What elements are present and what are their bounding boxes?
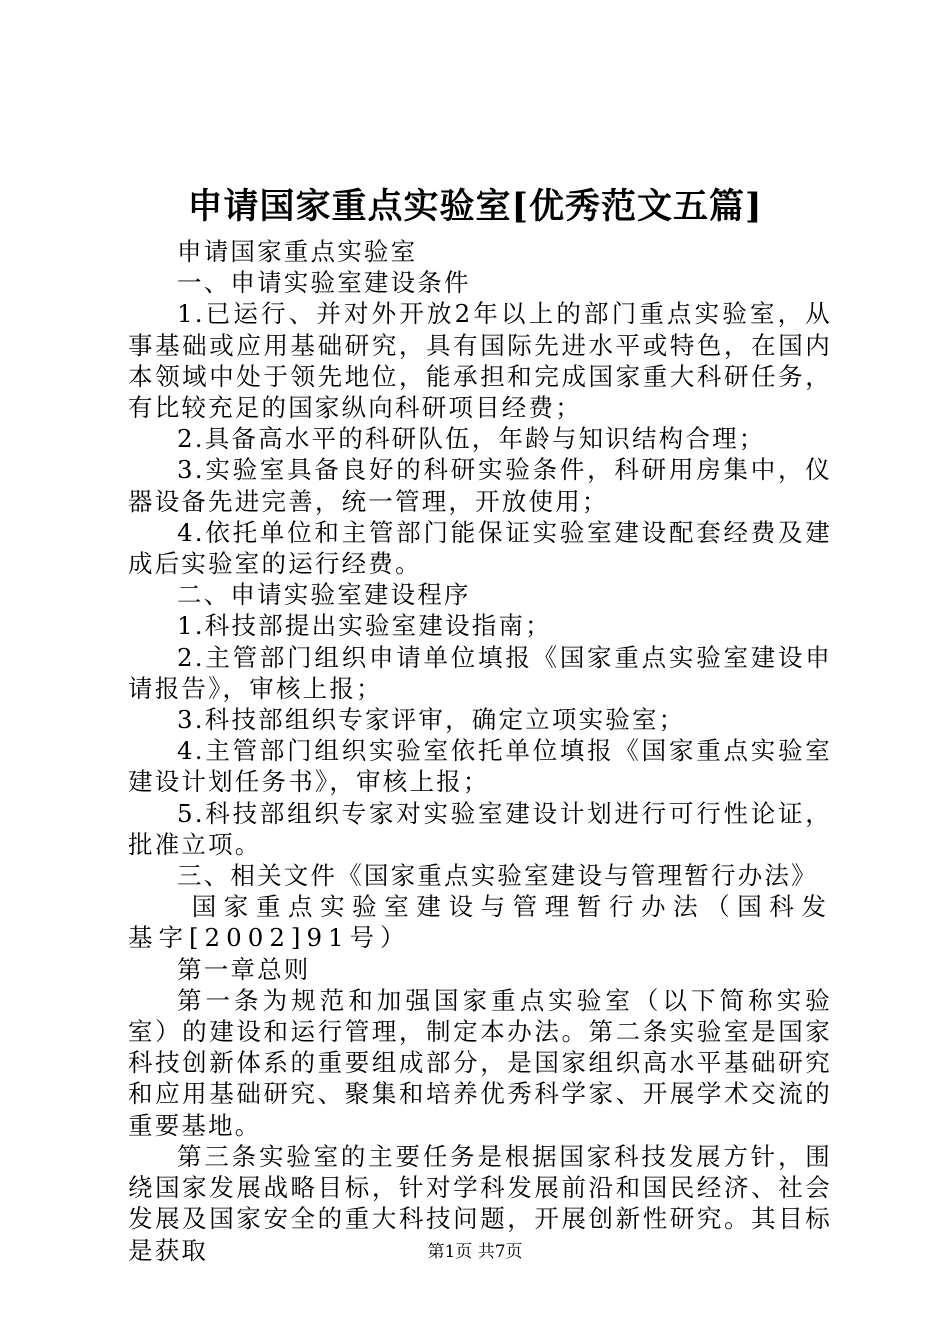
section-heading-3: 三、相关文件《国家重点实验室建设与管理暂行办法》 bbox=[177, 861, 818, 891]
procedure-item-5: 5.科技部组织专家对实验室建设计划进行可行性论证，批准立项。 bbox=[128, 798, 832, 859]
section-heading-1: 一、申请实验室建设条件 bbox=[177, 268, 471, 298]
procedure-item-3: 3.科技部组织专家评审，确定立项实验室； bbox=[177, 705, 686, 735]
condition-item-4: 4.依托单位和主管部门能保证实验室建设配套经费及建成后实验室的运行经费。 bbox=[128, 517, 832, 579]
condition-item-1: 1.已运行、并对外开放2年以上的部门重点实验室，从事基础或应用基础研究，具有国际先进水平或特色，在国内本领域中处于领先地位，能承担和完成国家重大科研任务，有比较充足的国家纵向科研项目经费； bbox=[128, 299, 832, 423]
section-heading-2: 二、申请实验室建设程序 bbox=[177, 580, 471, 610]
procedure-item-2: 2.主管部门组织申请单位填报《国家重点实验室建设申请报告》，审核上报； bbox=[128, 642, 832, 703]
chapter-heading: 第一章总则 bbox=[177, 954, 311, 984]
procedure-item-1: 1.科技部提出实验室建设指南； bbox=[177, 611, 552, 641]
article-paragraph: 第三条实验室的主要任务是根据国家科技发展方针，围绕国家发展战略目标，针对学科发展前沿和国民经济、社会发展及国家安全的重大科技问题，开展创新性研究。其目标是获取 bbox=[128, 1141, 832, 1265]
document-body bbox=[128, 236, 832, 1266]
condition-item-2: 2.具备高水平的科研队伍，年龄与知识结构合理； bbox=[177, 424, 766, 454]
procedure-item-4: 4.主管部门组织实验室依托单位填报《国家重点实验室建设计划任务书》，审核上报； bbox=[128, 736, 832, 797]
condition-item-3: 3.实验室具备良好的科研实验条件，科研用房集中，仪器设备先进完善，统一管理，开放使用； bbox=[128, 455, 832, 516]
page-footer: 第1页 共7页 bbox=[427, 1242, 523, 1262]
regulation-title: 国家重点实验室建设与管理暂行办法（国科发基字[2002]91号） bbox=[128, 892, 832, 953]
article-paragraph: 第一条为规范和加强国家重点实验室（以下简称实验室）的建设和运行管理，制定本办法。第二条实验室是国家科技创新体系的重要组成部分，是国家组织高水平基础研究和应用基础研究、聚集和培养优秀科学家、开展学术交流的重要基地。 bbox=[128, 985, 832, 1140]
page-title: 申请国家重点实验室[优秀范文五篇] bbox=[187, 186, 763, 227]
paragraph-heading: 申请国家重点实验室 bbox=[177, 237, 418, 266]
